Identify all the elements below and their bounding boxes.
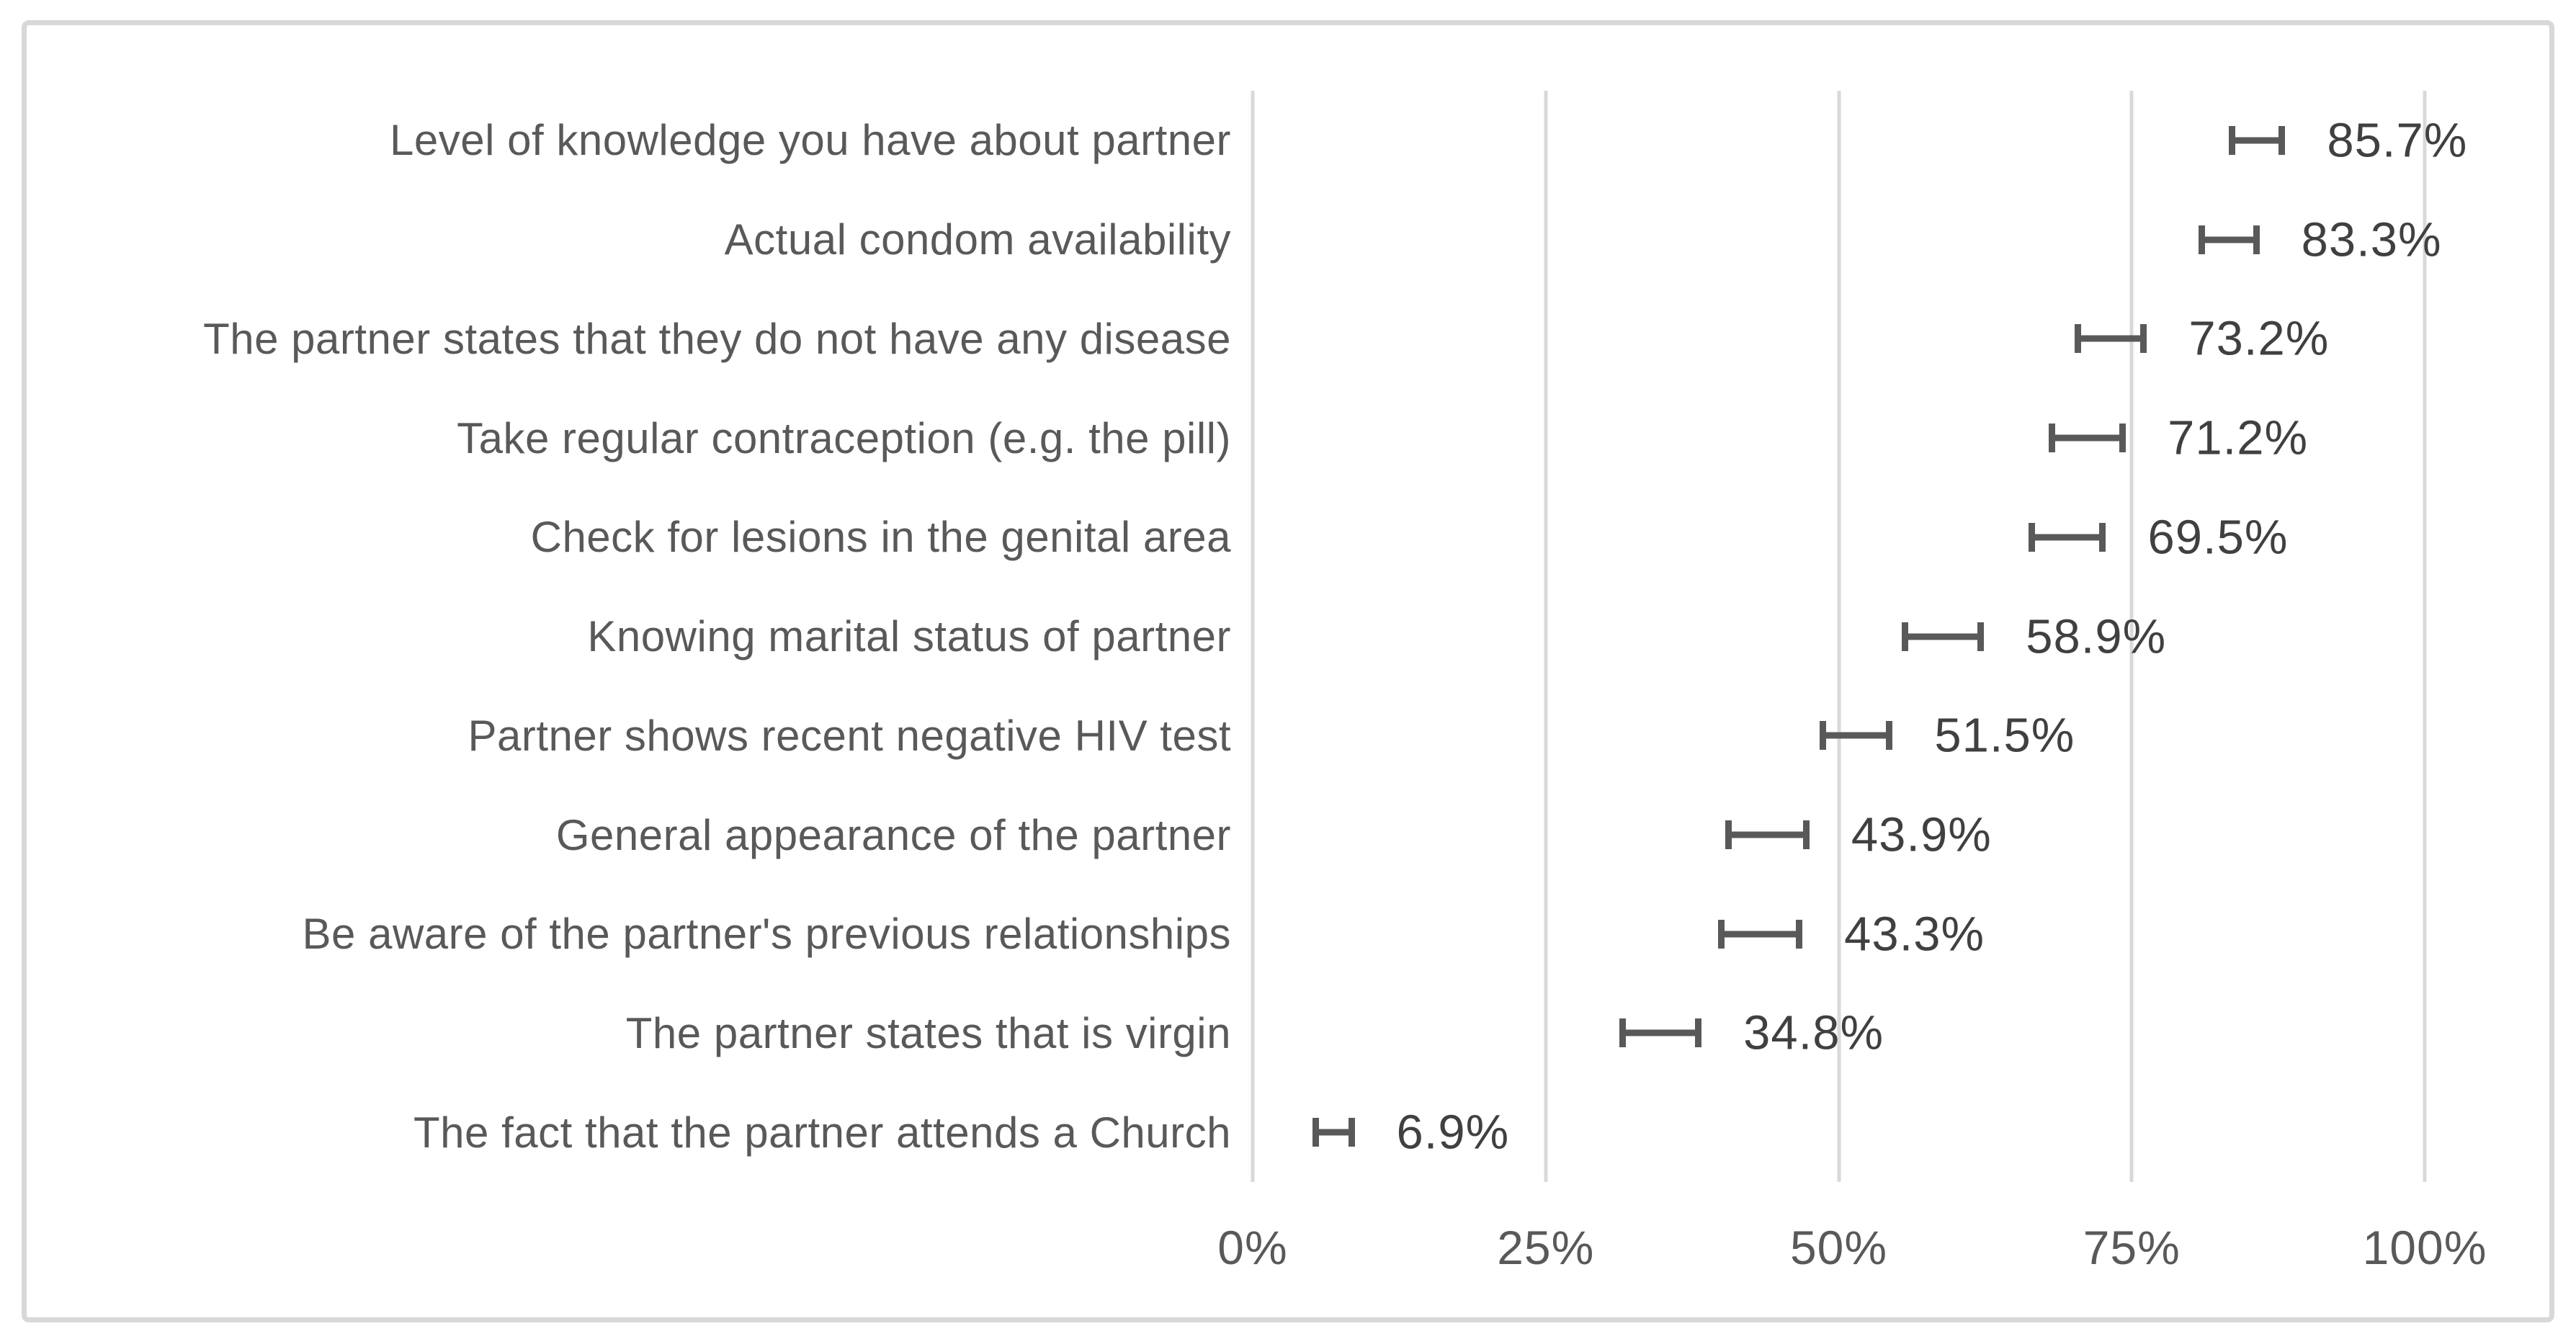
error-bar — [1820, 721, 1892, 750]
value-label: 58.9% — [2026, 609, 2167, 664]
error-bar — [2029, 523, 2106, 552]
value-label: 73.2% — [2188, 311, 2330, 366]
error-bar-line — [1619, 1030, 1701, 1036]
error-bar-line — [2029, 534, 2106, 540]
category-row — [43, 785, 1231, 884]
error-bar-line — [2075, 336, 2147, 342]
error-bar-right-cap — [2119, 424, 2126, 452]
error-bar-right-cap — [2253, 225, 2260, 254]
error-bar-line — [2229, 137, 2285, 143]
chart-row — [1253, 686, 2425, 785]
error-bar — [1725, 820, 1810, 849]
value-label: 69.5% — [2147, 510, 2289, 565]
chart-row — [1253, 1083, 2425, 1182]
value-label: 51.5% — [1934, 708, 2075, 763]
value-label: 85.7% — [2327, 113, 2468, 168]
error-bar-right-cap — [1796, 920, 1802, 949]
category-label: The partner states that they do not have any disease — [203, 314, 1231, 363]
category-label: Actual condom availability — [724, 215, 1231, 264]
error-bar-line — [2049, 435, 2126, 442]
chart-row — [1253, 91, 2468, 190]
error-bar — [1312, 1118, 1355, 1147]
x-tick-label: 0% — [1217, 1221, 1288, 1274]
chart-row — [1253, 190, 2442, 290]
error-bar — [2049, 424, 2126, 452]
error-bar-line — [1718, 931, 1802, 937]
category-row — [43, 686, 1231, 785]
category-row — [43, 289, 1231, 388]
error-bar — [1619, 1018, 1701, 1047]
error-bar — [2199, 225, 2260, 254]
chart-row — [1253, 884, 2425, 984]
plot-rows — [1253, 91, 2468, 1182]
category-label: Level of knowledge you have about partner — [390, 116, 1231, 165]
x-tick-label: 100% — [2362, 1221, 2487, 1274]
category-label: Take regular contraception (e.g. the pill) — [457, 413, 1231, 462]
category-row — [43, 884, 1231, 984]
error-bar-right-cap — [2278, 126, 2285, 155]
error-bar — [1718, 920, 1802, 949]
error-bar — [2229, 126, 2285, 155]
error-bar-right-cap — [1886, 721, 1892, 750]
category-row — [43, 91, 1231, 190]
error-bar — [2075, 324, 2147, 353]
error-bar-line — [1725, 832, 1810, 838]
value-label: 43.3% — [1844, 907, 1985, 962]
error-bar-right-cap — [2140, 324, 2147, 353]
category-label: The fact that the partner attends a Church — [413, 1108, 1231, 1157]
category-label: Check for lesions in the genital area — [530, 513, 1231, 562]
category-axis — [43, 91, 1231, 1182]
x-tick-label: 25% — [1497, 1221, 1595, 1274]
error-bar-right-cap — [2099, 523, 2106, 552]
error-bar-line — [1902, 633, 1984, 640]
error-bar-line — [1820, 733, 1892, 739]
error-bar-right-cap — [1695, 1018, 1701, 1047]
category-label: The partner states that is virgin — [625, 1008, 1231, 1057]
chart-row — [1253, 984, 2425, 1083]
error-bar-right-cap — [1977, 622, 1984, 651]
chart-row — [1253, 785, 2425, 884]
category-label: Be aware of the partner's previous relationships — [302, 910, 1231, 959]
category-row — [43, 587, 1231, 686]
category-label: General appearance of the partner — [555, 810, 1231, 859]
value-label: 43.9% — [1851, 807, 1992, 862]
error-bar — [1902, 622, 1984, 651]
category-row — [43, 984, 1231, 1083]
category-row — [43, 190, 1231, 290]
category-label: Partner shows recent negative HIV test — [468, 711, 1231, 760]
category-label: Knowing marital status of partner — [587, 612, 1231, 661]
x-axis-ticks — [1217, 1220, 2487, 1285]
error-bar-right-cap — [1803, 820, 1810, 849]
value-label: 34.8% — [1743, 1005, 1884, 1060]
value-label: 71.2% — [2168, 411, 2309, 465]
chart-row — [1253, 587, 2425, 686]
x-tick-label: 75% — [2083, 1221, 2181, 1274]
category-row — [43, 488, 1231, 587]
value-label: 83.3% — [2301, 212, 2442, 267]
chart-row — [1253, 488, 2425, 587]
category-row — [43, 1083, 1231, 1182]
x-tick-label: 50% — [1789, 1221, 1888, 1274]
chart-row — [1253, 289, 2425, 388]
category-row — [43, 388, 1231, 488]
error-bar-line — [2199, 236, 2260, 243]
chart-row — [1253, 388, 2425, 488]
value-label: 6.9% — [1396, 1105, 1510, 1160]
error-bar-right-cap — [1349, 1118, 1355, 1147]
